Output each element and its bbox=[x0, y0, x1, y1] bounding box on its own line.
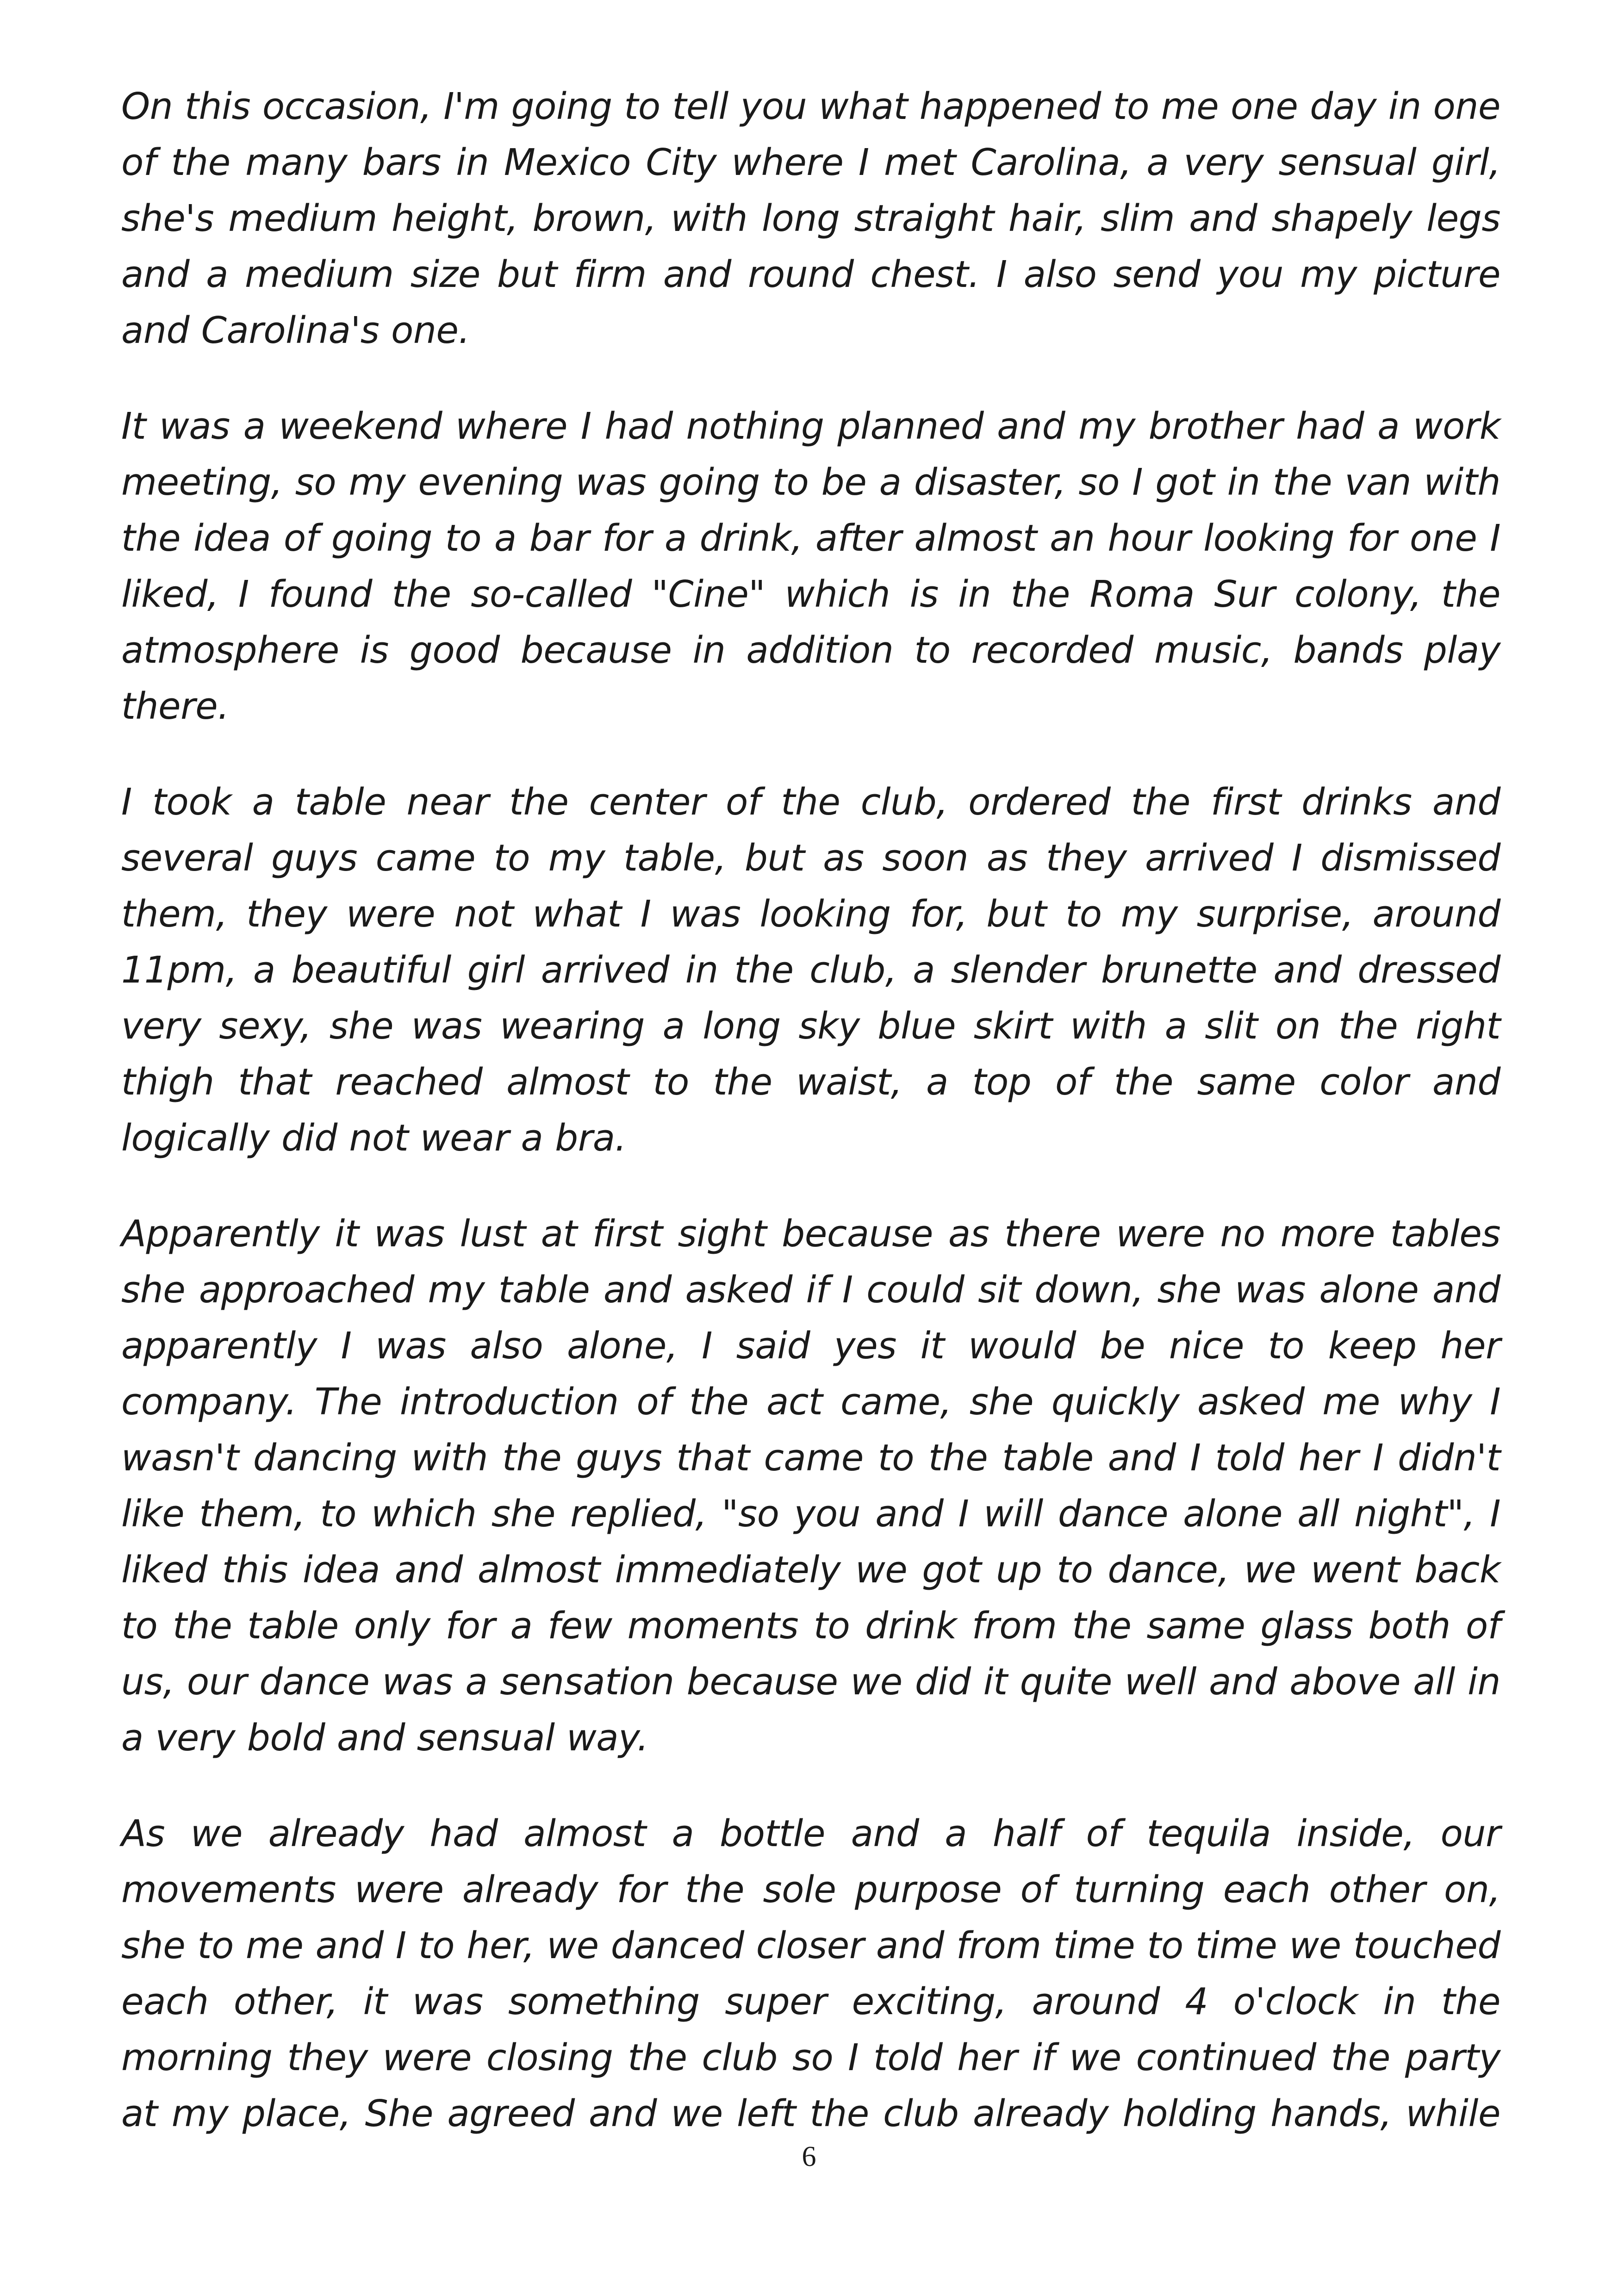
paragraph-4: Apparently it was lust at first sight because as there were no more tables she approached my table and asked if I could sit down, she was alone and apparently I was also alone, I said yes it would be nice to keep her company. The introduction of the act came, she quickly asked me why I wasn't dancing with the guys that came to the table and I told her I didn't like them, to which she replied, "so you and I will dance alone all night", I liked this idea and almost immediately we got up to dance, we went back to the table only for a few moments to drink from the same glass both of us, our dance was a sensation because we did it quite well and above all in a very bold and sensual way. bbox=[121, 1213, 1500, 1759]
paragraph-1: On this occasion, I'm going to tell you what happened to me one day in one of the many bars in Mexico City where I met Carolina, a very sensual girl, she's medium height, brown, with long straight hair, slim and shapely legs and a medium size but firm and round chest. I also send you my picture and Carolina's one. bbox=[121, 85, 1500, 352]
paragraph-5: As we already had almost a bottle and a half of tequila inside, our movements were already for the sole purpose of turning each other on, she to me and I to her, we danced closer and from time to time we touched each other, it was something super exciting, around 4 o'clock in the morning they were closing the club so I told her if we continued the party at my place, She agreed and we left the club already holding hands, while bbox=[121, 1812, 1500, 2135]
paragraph-3: I took a table near the center of the club, ordered the first drinks and several guys came to my table, but as soon as they arrived I dismissed them, they were not what I was looking for, but to my surprise, around 11pm, a beautiful girl arrived in the club, a slender brunette and dressed very sexy, she was wearing a long sky blue skirt with a slit on the right thigh that reached almost to the waist, a top of the same color and logically did not wear a bra. bbox=[121, 781, 1500, 1159]
body-text bbox=[121, 79, 1500, 2142]
paragraph-2: It was a weekend where I had nothing planned and my brother had a work meeting, so my evening was going to be a disaster, so I got in the van with the idea of going to a bar for a drink, after almost an hour looking for one I liked, I found the so-called "Cine" which is in the Roma Sur colony, the atmosphere is good because in addition to recorded music, bands play there. bbox=[121, 405, 1500, 728]
page-number: 6 bbox=[802, 2141, 816, 2172]
